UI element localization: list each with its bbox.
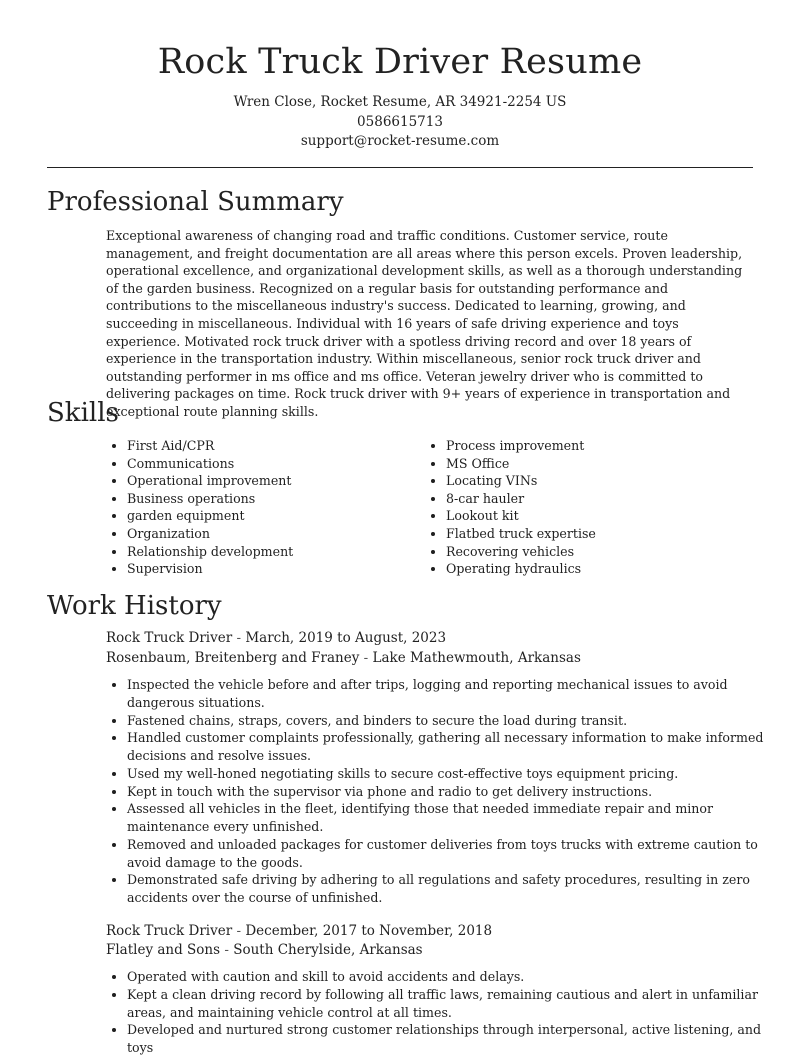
skill-item: • Process improvement [446,437,596,455]
job-bullet: • Developed and nurtured strong customer relationships through interpersonal, active listening, and toys [127,1021,777,1057]
skill-item: • Operating hydraulics [446,560,596,578]
contact-info [0,93,800,152]
skill-item: • Communications [127,455,293,473]
job-bullet: • Assessed all vehicles in the fleet, identifying those that needed immediate repair and minor maintenance every unfinished. [127,800,777,836]
job-company-line [106,941,423,960]
phone: 0586615713 [357,113,443,130]
job-bullet: • Removed and unloaded packages for customer deliveries from toys trucks with extreme caution to avoid damage to the goods. [127,836,777,872]
skills-heading: Skills [47,398,119,428]
job-dates: December, 2017 to November, 2018 [245,923,493,939]
skill-item: • 8-car hauler [446,490,596,508]
job-bullets [106,968,777,1057]
skill-item: • Flatbed truck expertise [446,525,596,543]
job-title-line [106,629,446,648]
job-bullets [106,676,777,907]
job-bullet: • Inspected the vehicle before and after trips, logging and reporting mechanical issues to avoid dangerous situations. [127,676,777,712]
address: Wren Close, Rocket Resume, AR 34921-2254 US [233,94,567,110]
job-title-line [106,922,492,941]
separator: - [220,942,234,958]
job-dates: March, 2019 to August, 2023 [245,630,447,646]
summary-heading: Professional Summary [47,187,344,217]
separator: - [359,650,373,666]
skills-list-left [106,437,293,578]
job-company-line [106,649,581,668]
job-bullet: • Handled customer complaints professionally, gathering all necessary information to make informed decisions and resolve issues. [127,729,777,765]
job-bullet: • Fastened chains, straps, covers, and binders to secure the load during transit. [127,712,777,730]
skill-item: • Supervision [127,560,293,578]
job-bullet: • Demonstrated safe driving by adhering to all regulations and safety procedures, resulting in zero accidents over the course of unfinished. [127,871,777,907]
skill-item: • garden equipment [127,507,293,525]
skill-item: • Business operations [127,490,293,508]
company-location: Lake Mathewmouth, Arkansas [372,650,581,666]
company-location: South Cherylside, Arkansas [233,942,423,958]
company-name: Rosenbaum, Breitenberg and Franey [106,650,360,666]
header-divider [47,167,753,168]
summary-text: Exceptional awareness of changing road and traffic conditions. Customer service, route management, and freight documentation are all areas where this person excels. Proven leadership, operational excellence, and organizational development skills, as well as a thorough understanding of the garden business. Recognized on a regular basis for outstanding performance and contributions to the miscellaneous industry's success. Dedicated to learning, growing, and succeeding in miscellaneous. Individual with 16 years of safe driving experience and toys experience. Motivated rock truck driver with a spotless driving record and over 18 years of experience in the transportation industry. Within miscellaneous, senior rock truck driver and outstanding performer in ms office and ms office. Veteran jewelry driver who is committed to delivering packages on time. Rock truck driver with 9+ years of experience in transportation and exceptional route planning skills. [106,228,743,419]
resume-title: Rock Truck Driver Resume [157,42,643,82]
job-bullet: • Used my well-honed negotiating skills to secure cost-effective toys equipment pricing. [127,765,777,783]
skills-list-right [425,437,596,578]
skill-item: • Relationship development [127,543,293,561]
separator: - [232,923,246,939]
skill-item: • Operational improvement [127,472,293,490]
skill-item: • Locating VINs [446,472,596,490]
skill-item: • MS Office [446,455,596,473]
job-title: Rock Truck Driver [106,630,233,646]
job-bullet: • Kept in touch with the supervisor via phone and radio to get delivery instructions. [127,783,777,801]
company-name: Flatley and Sons [106,942,221,958]
job-title: Rock Truck Driver [106,923,233,939]
work-history-heading: Work History [47,591,222,621]
job-bullet: • Kept a clean driving record by following all traffic laws, remaining cautious and alert in unfamiliar areas, and maintaining vehicle control at all times. [127,986,777,1022]
skill-item: • Organization [127,525,293,543]
skill-item: • Recovering vehicles [446,543,596,561]
separator: - [232,630,246,646]
email: support@rocket-resume.com [300,133,500,149]
skill-item: • First Aid/CPR [127,437,293,455]
job-bullet: • Operated with caution and skill to avoid accidents and delays. [127,968,777,986]
skill-item: • Lookout kit [446,507,596,525]
